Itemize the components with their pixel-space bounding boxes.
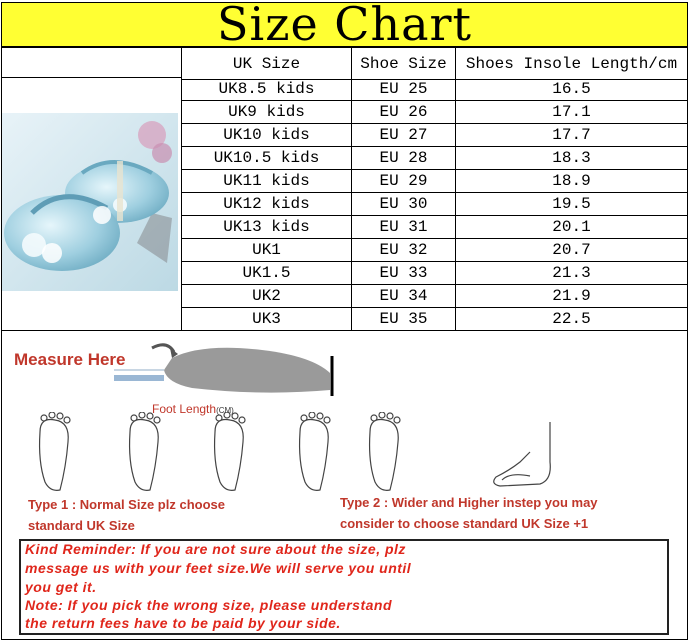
insole-length-cell: 19.5 <box>456 193 687 216</box>
insole-length-cell: 17.1 <box>456 101 687 124</box>
foot-outline-icon-2 <box>130 412 160 490</box>
foot-measure-illustration <box>112 338 342 408</box>
type2-line2: consider to choose standard UK Size +1 <box>340 516 589 531</box>
uk-size-cell: UK11 kids <box>182 170 352 193</box>
insole-length-cell: 21.9 <box>456 285 687 308</box>
type2-line1: Type 2 : Wider and Higher instep you may <box>340 495 598 510</box>
eu-size-cell: EU 30 <box>352 193 456 216</box>
eu-size-cell: EU 29 <box>352 170 456 193</box>
type1-line2: standard UK Size <box>28 518 135 533</box>
foot-length-unit: (CM) <box>216 406 234 415</box>
eu-size-cell: EU 35 <box>352 308 456 331</box>
eu-size-cell: EU 25 <box>352 78 456 101</box>
foot-side-view-icon <box>494 422 551 486</box>
reminder-line-1: Kind Reminder: If you are not sure about the size, plz <box>25 541 406 557</box>
uk-size-cell: UK8.5 kids <box>182 78 352 101</box>
column-header-shoe-size: Shoe Size <box>352 48 456 80</box>
column-header-uk-size: UK Size <box>182 48 352 80</box>
eu-size-cell: EU 28 <box>352 147 456 170</box>
foot-outline-icon-4 <box>300 412 330 490</box>
eu-size-cell: EU 33 <box>352 262 456 285</box>
uk-size-cell: UK1 <box>182 239 352 262</box>
shoe-product-photo <box>2 113 178 291</box>
uk-size-cell: UK10.5 kids <box>182 147 352 170</box>
reminder-line-5: the return fees have to be paid by your side. <box>25 615 341 631</box>
foot-outline-icon-5 <box>370 412 400 490</box>
insole-length-cell: 18.9 <box>456 170 687 193</box>
header-empty-cell <box>2 48 182 78</box>
insole-length-cell: 16.5 <box>456 78 687 101</box>
eu-size-cell: EU 32 <box>352 239 456 262</box>
foot-outline-icon-3 <box>215 412 245 490</box>
eu-size-cell: EU 34 <box>352 285 456 308</box>
eu-size-cell: EU 27 <box>352 124 456 147</box>
insole-length-cell: 17.7 <box>456 124 687 147</box>
title-bar <box>1 0 688 51</box>
insole-length-cell: 18.3 <box>456 147 687 170</box>
uk-size-cell: UK9 kids <box>182 101 352 124</box>
column-header-insole-length: Shoes Insole Length/cm <box>456 48 687 80</box>
uk-size-cell: UK10 kids <box>182 124 352 147</box>
uk-size-cell: UK1.5 <box>182 262 352 285</box>
reminder-line-4: Note: If you pick the wrong size, please understand <box>25 597 393 613</box>
uk-size-cell: UK3 <box>182 308 352 331</box>
eu-size-cell: EU 26 <box>352 101 456 124</box>
insole-length-cell: 22.5 <box>552 310 591 328</box>
page-title: Size Chart <box>216 0 473 51</box>
uk-size-cell: UK13 kids <box>182 216 352 239</box>
insole-length-cell: 20.7 <box>456 239 687 262</box>
foot-outline-icon-1 <box>40 412 70 490</box>
foot-types-illustration <box>30 412 650 496</box>
shoe-photo-art <box>2 113 178 291</box>
uk-size-cell: UK12 kids <box>182 193 352 216</box>
reminder-line-3: you get it. <box>25 579 97 595</box>
measure-here-label: Measure Here <box>14 350 126 369</box>
insole-length-cell: 20.1 <box>456 216 687 239</box>
reminder-line-2: message us with your feet size.We will serve you until <box>25 560 412 576</box>
type1-line1: Type 1 : Normal Size plz choose <box>28 497 225 512</box>
uk-size-cell: UK2 <box>182 285 352 308</box>
foot-length-text: Foot Length <box>152 402 217 416</box>
eu-size-cell: EU 31 <box>352 216 456 239</box>
insole-length-cell: 21.3 <box>456 262 687 285</box>
